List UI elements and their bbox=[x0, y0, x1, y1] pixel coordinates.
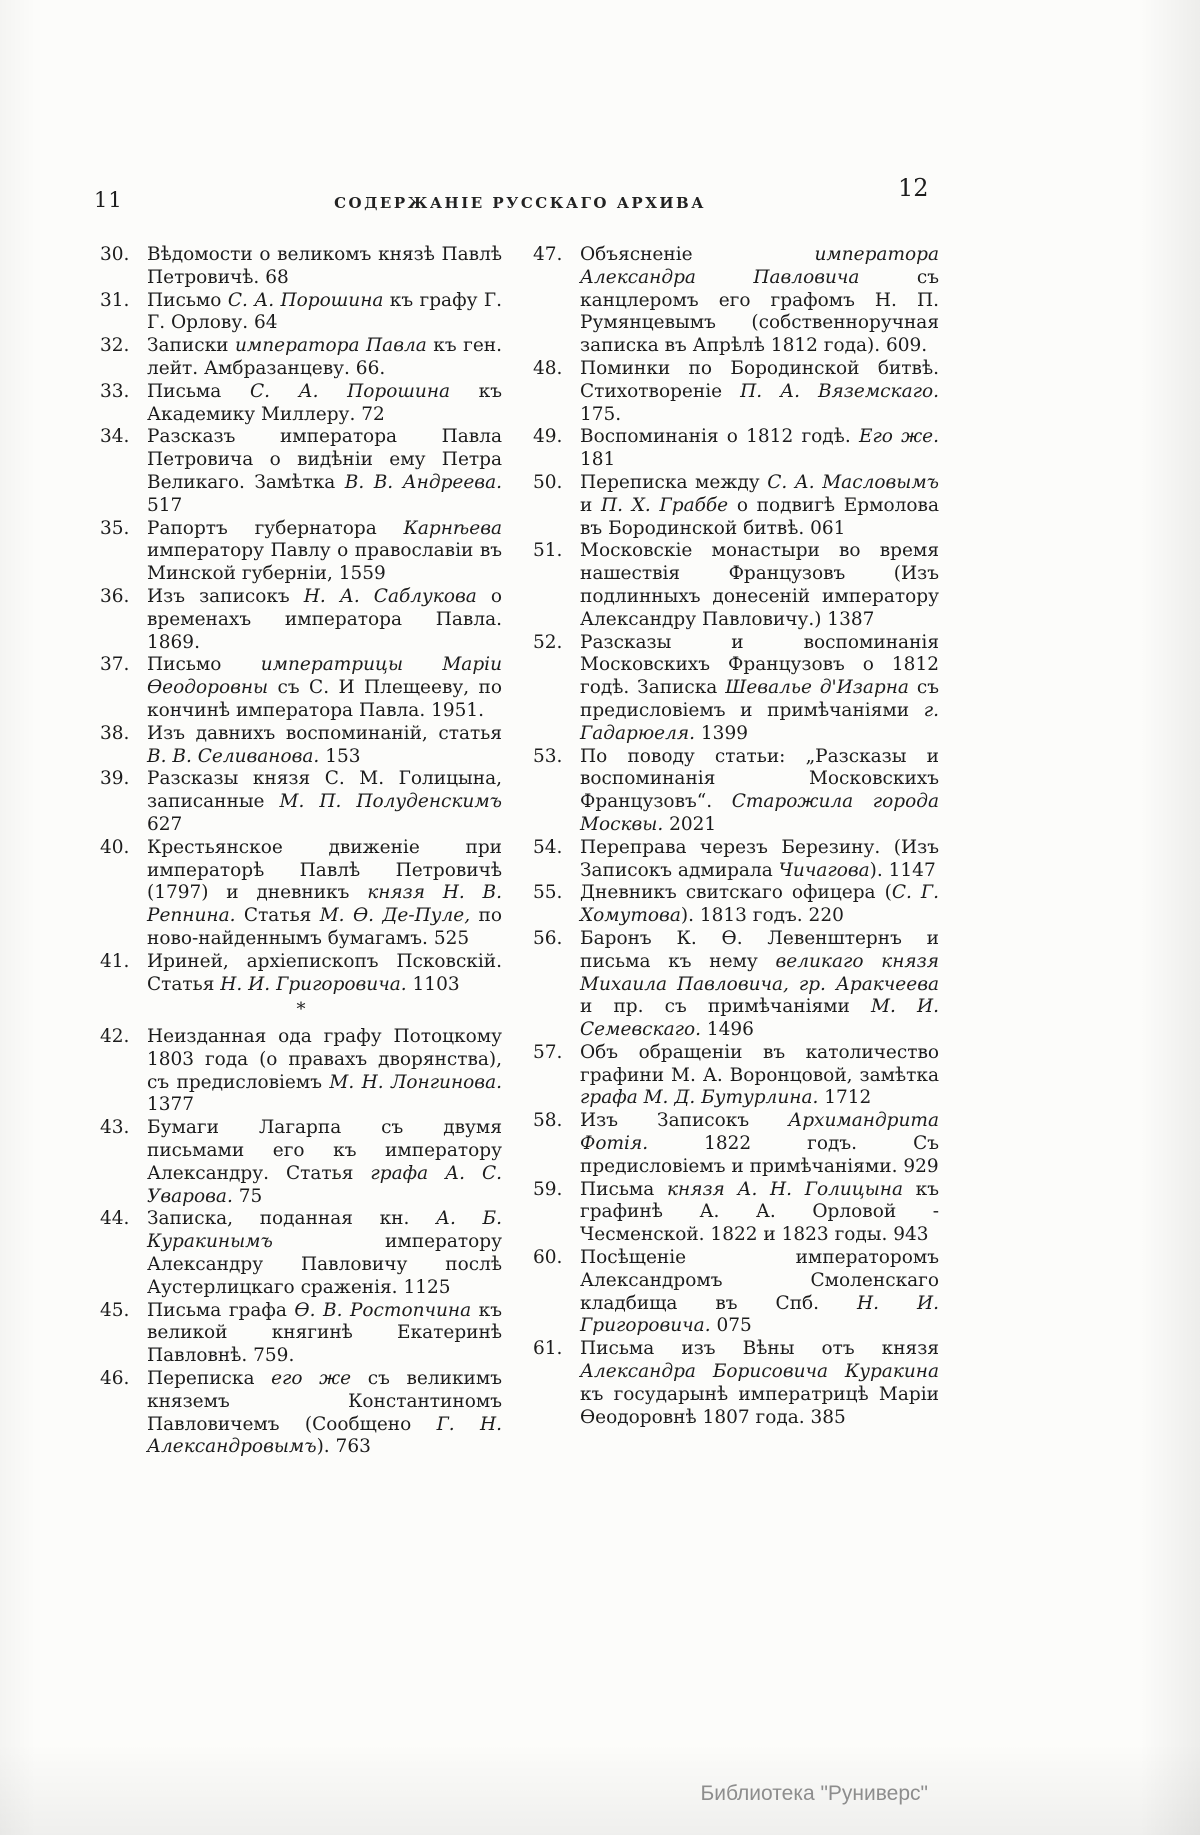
entry-text-italic: А. Б. Куракинымъ bbox=[147, 1208, 503, 1253]
toc-entry bbox=[100, 586, 502, 654]
entry-number: 59. bbox=[533, 1178, 563, 1200]
entry-text: 1377 bbox=[147, 1094, 195, 1116]
entry-text: по ново-найденнымъ бумагамъ. 525 bbox=[147, 905, 502, 949]
entry-number: 34. bbox=[100, 426, 130, 448]
toc-entry bbox=[533, 837, 939, 883]
entry-text-italic: князя Н. В. Репнина. bbox=[147, 882, 502, 927]
entry-text: Письма изъ Вѣны отъ князя bbox=[580, 1338, 939, 1360]
toc-entry bbox=[533, 1338, 939, 1429]
entry-text: 1399 bbox=[695, 722, 748, 744]
entry-text: Письма bbox=[580, 1178, 667, 1200]
entry-text-italic: П. Х. Граббе bbox=[601, 494, 729, 516]
entry-text: и bbox=[580, 494, 602, 516]
toc-entry bbox=[100, 290, 502, 336]
toc-column-right bbox=[533, 244, 939, 1429]
entry-text: къ Академику Миллеру. 72 bbox=[147, 380, 503, 425]
entry-text: Письма графа bbox=[147, 1299, 295, 1321]
entry-text: къ графинѣ А. А. Орловой - Чесменской. 1822 и 1823 годы. 943 bbox=[580, 1178, 940, 1246]
entry-text: Объ обращеніи въ католичество графини М. А. Воронцовой, замѣтка bbox=[580, 1041, 939, 1086]
toc-entry bbox=[533, 472, 939, 540]
entry-text: 175. bbox=[580, 403, 622, 425]
toc-entry bbox=[100, 723, 502, 769]
entry-text: Письмо bbox=[147, 654, 261, 676]
entry-number: 60. bbox=[533, 1247, 563, 1269]
section-separator: * bbox=[296, 999, 306, 1021]
entry-number: 42. bbox=[100, 1026, 130, 1048]
entry-number: 57. bbox=[533, 1041, 563, 1063]
library-watermark: Библиотека "Руниверс" bbox=[700, 1782, 928, 1805]
entry-number: 45. bbox=[100, 1299, 130, 1321]
entry-text: Разсказы князя С. М. Голицына, записанные bbox=[147, 768, 502, 813]
entry-text: Переправа черезъ Березину. (Изъ Записокъ адмирала bbox=[580, 836, 939, 881]
toc-entry bbox=[533, 632, 939, 746]
entry-text: 1822 годъ. Съ предисловіемъ и примѣчаніями. 929 bbox=[580, 1133, 939, 1177]
toc-entry bbox=[533, 1247, 939, 1338]
entry-text: къ графу Г. Г. Орлову. 64 bbox=[147, 289, 502, 334]
entry-text-italic: В. В. Андреева. bbox=[344, 471, 502, 493]
entry-text: 075 bbox=[710, 1315, 752, 1337]
entry-text: о подвигѣ Ермолова въ Бородинской битвѣ. 061 bbox=[580, 494, 939, 539]
entry-text: къ великой княгинѣ Екатеринѣ Павловнѣ. 759. bbox=[147, 1299, 503, 1367]
entry-text: ). 1813 годъ. 220 bbox=[680, 905, 844, 927]
entry-text: Посѣщеніе императоромъ Александромъ Смоленскаго кладбища въ Спб. bbox=[580, 1247, 939, 1314]
entry-text-italic: Архимандрита Фотія. bbox=[580, 1110, 939, 1155]
entry-text: Московскіе монастыри во время нашествія Французовъ (Изъ подлинныхъ донесеній императору Александру Павловичу.) 1387 bbox=[580, 540, 939, 630]
entry-text: Письмо bbox=[147, 289, 228, 311]
entry-text-italic: императора Александра Павловича bbox=[580, 244, 939, 288]
entry-text: Записки bbox=[147, 335, 235, 357]
entry-number: 50. bbox=[533, 471, 563, 493]
entry-text-italic: С. Г. Хомутова bbox=[580, 882, 939, 927]
entry-number: 37. bbox=[100, 654, 130, 676]
toc-entry bbox=[100, 335, 502, 381]
toc-entry bbox=[533, 1179, 939, 1247]
entry-text: 153 bbox=[319, 745, 361, 767]
toc-entry bbox=[100, 518, 502, 586]
entry-number: 46. bbox=[100, 1368, 130, 1390]
entry-text-italic: Н. А. Саблукова bbox=[303, 585, 477, 607]
entry-text: съ канцлеромъ его графомъ Н. П. Румянцевымъ (собственноручная записка въ Апрѣлѣ 1812 года). 609. bbox=[580, 266, 939, 357]
entry-number: 35. bbox=[100, 517, 130, 539]
entry-number: 31. bbox=[100, 289, 130, 311]
entry-text: Разсказъ императора Павла Петровича о видѣніи ему Петра Великаго. Замѣтка bbox=[147, 426, 502, 493]
toc-entry bbox=[533, 746, 939, 837]
toc-entry bbox=[533, 928, 939, 1042]
entry-number: 49. bbox=[533, 426, 563, 448]
toc-column-left bbox=[100, 244, 502, 1459]
entry-text-italic: Александра Борисовича Куракина bbox=[580, 1361, 939, 1383]
entry-text-italic: Карнѣева bbox=[403, 517, 502, 539]
entry-text: Изъ давнихъ воспоминаній, статья bbox=[147, 722, 502, 744]
entry-text: Записка, поданная кн. bbox=[147, 1208, 436, 1230]
toc-entry bbox=[533, 1042, 939, 1110]
entry-number: 51. bbox=[533, 540, 563, 562]
entry-number: 47. bbox=[533, 244, 563, 265]
entry-number: 44. bbox=[100, 1208, 130, 1230]
entry-number: 58. bbox=[533, 1110, 563, 1132]
toc-entry bbox=[533, 244, 939, 358]
entry-text: Ириней, архіепископъ Псковскій. Статья bbox=[147, 950, 502, 995]
entry-number: 36. bbox=[100, 585, 130, 607]
entry-text: съ великимъ княземъ Константиномъ Павловичемъ (Сообщено bbox=[147, 1368, 502, 1435]
entry-text: Вѣдомости о великомъ князѣ Павлѣ Петровичѣ. 68 bbox=[147, 244, 502, 288]
entry-text-italic: Н. И. Григоровича. bbox=[580, 1292, 939, 1337]
entry-text-italic: Старожила города Москвы. bbox=[580, 791, 939, 835]
entry-number: 55. bbox=[533, 882, 563, 904]
toc-entry bbox=[100, 837, 502, 951]
entry-text-italic: П. А. Вяземскаго. bbox=[740, 380, 939, 402]
entry-text: Переписка между bbox=[580, 471, 768, 493]
entry-number: 32. bbox=[100, 335, 130, 357]
entry-text-italic: М. Н. Лонгинова. bbox=[329, 1071, 502, 1093]
toc-entry bbox=[533, 540, 939, 631]
entry-number: 43. bbox=[100, 1117, 130, 1139]
toc-entry bbox=[100, 1300, 502, 1368]
entry-text: 75 bbox=[232, 1185, 263, 1207]
toc-entry bbox=[100, 1117, 502, 1208]
entry-text-italic: Шевалье д'Изарна bbox=[725, 677, 909, 699]
entry-text: Неизданная ода графу Потоцкому 1803 года (о правахъ дворянства), съ предисловіемъ bbox=[147, 1026, 502, 1093]
entry-text-italic: В. В. Селиванова. bbox=[147, 745, 320, 767]
entry-text: 1496 bbox=[700, 1019, 754, 1041]
entry-number: 53. bbox=[533, 745, 563, 767]
entry-text: Дневникъ свитскаго офицера ( bbox=[580, 882, 892, 904]
entry-text-italic: Ѳ. В. Ростопчина bbox=[294, 1299, 472, 1321]
toc-entry bbox=[533, 1110, 939, 1178]
toc-entry bbox=[100, 426, 502, 517]
entry-text: къ государынѣ императрицѣ Маріи Ѳеодоровнѣ 1807 года. 385 bbox=[580, 1383, 939, 1428]
entry-text-italic: Г. Н. Александровымъ bbox=[147, 1413, 503, 1458]
entry-text: 2021 bbox=[663, 813, 717, 835]
entry-number: 56. bbox=[533, 927, 563, 949]
entry-text: Поминки по Бородинской битвѣ. Стихотвореніе bbox=[580, 357, 939, 402]
entry-text: ). 1147 bbox=[869, 859, 936, 881]
entry-text: и пр. съ примѣчаніями bbox=[580, 996, 872, 1018]
entry-text-italic: М. Ѳ. Де-Пуле, bbox=[319, 905, 471, 927]
entry-text: Разсказы и воспоминанія Московскихъ Французовъ о 1812 годѣ. Записка bbox=[580, 631, 939, 699]
entry-text-italic: М. П. Полуденскимъ bbox=[279, 791, 502, 813]
entry-text: 1103 bbox=[406, 973, 460, 995]
toc-entry bbox=[100, 381, 502, 427]
toc-entry bbox=[100, 654, 502, 722]
entry-text-italic: великаго князя Михаила Павловича, гр. Аракчеева bbox=[580, 950, 939, 995]
toc-entry bbox=[100, 1368, 502, 1459]
entry-text-italic: Чичагова bbox=[778, 859, 870, 881]
entry-text: 181 bbox=[580, 449, 616, 471]
toc-entry bbox=[533, 882, 939, 928]
entry-number: 52. bbox=[533, 631, 563, 653]
entry-text: Крестьянское движеніе при императорѣ Павлѣ Петровичѣ (1797) и дневникъ bbox=[147, 836, 502, 904]
entry-number: 61. bbox=[533, 1338, 563, 1360]
entry-text: къ ген. лейт. Амбразанцеву. 66. bbox=[147, 335, 502, 379]
entry-text: 627 bbox=[147, 813, 183, 835]
entry-text: Объясненіе bbox=[580, 244, 815, 265]
entry-text: о временахъ императора Павла. 1869. bbox=[147, 585, 502, 653]
entry-number: 48. bbox=[533, 357, 563, 379]
entry-text: Изъ записокъ bbox=[147, 585, 304, 607]
toc-entry bbox=[100, 244, 502, 290]
entry-text-italic: графа М. Д. Бутурлина. bbox=[580, 1087, 819, 1109]
entry-text: Воспоминанія о 1812 годѣ. bbox=[580, 426, 859, 448]
toc-entry bbox=[100, 951, 502, 997]
entry-text-italic: М. И. Семевскаго. bbox=[580, 996, 939, 1041]
toc-entry bbox=[100, 768, 502, 836]
entry-text: Изъ Записокъ bbox=[580, 1110, 789, 1132]
entry-number: 38. bbox=[100, 722, 130, 744]
entry-number: 33. bbox=[100, 380, 130, 402]
entry-text: съ предисловіемъ и примѣчаніями bbox=[580, 677, 939, 721]
entry-text: Переписка bbox=[147, 1368, 272, 1390]
entry-text: ). 763 bbox=[316, 1436, 371, 1458]
entry-number: 54. bbox=[533, 836, 563, 858]
entry-text: По поводу статьи: „Разсказы и воспоминанія Московскихъ Французовъ“. bbox=[580, 745, 939, 813]
entry-text: императору Александру Павловичу послѣ Аустерлицкаго сраженія. 1125 bbox=[147, 1231, 502, 1298]
entry-text-italic: императора Павла bbox=[234, 335, 427, 357]
entry-text-italic: С. А. Порошина bbox=[249, 380, 451, 402]
entry-text-italic: г. Гадарюеля. bbox=[580, 699, 939, 744]
entry-text: Бумаги Лагарпа съ двумя письмами его къ императору Александру. Статья bbox=[147, 1117, 502, 1184]
entry-text-italic: С. А. Порошина bbox=[227, 289, 384, 311]
entry-text: Статья bbox=[235, 905, 320, 927]
entry-text: 517 bbox=[147, 494, 183, 516]
entry-text-italic: императрицы Маріи Ѳеодоровны bbox=[147, 654, 503, 699]
entry-text-italic: графа А. С. Уварова. bbox=[147, 1162, 503, 1207]
running-title: СОДЕРЖАНІЕ РУССКАГО АРХИВА bbox=[334, 194, 706, 212]
entry-number: 41. bbox=[100, 950, 130, 972]
toc-entry bbox=[533, 426, 939, 472]
entry-text-italic: Его же. bbox=[858, 426, 940, 448]
entry-number: 39. bbox=[100, 768, 130, 790]
entry-text-italic: С. А. Масловымъ bbox=[767, 471, 939, 493]
toc-entry bbox=[100, 1208, 502, 1299]
page-number-right: 12 bbox=[898, 174, 929, 202]
entry-number: 30. bbox=[100, 244, 130, 265]
entry-text: Баронъ К. Ѳ. Левенштернъ и письма къ нему bbox=[580, 927, 939, 972]
entry-text-italic: Н. И. Григоровича. bbox=[220, 973, 407, 995]
entry-text-italic: князя А. Н. Голицына bbox=[666, 1178, 903, 1200]
entry-text-italic: его же bbox=[271, 1368, 352, 1390]
toc-entry bbox=[533, 358, 939, 426]
entry-text: Рапортъ губернатора bbox=[147, 517, 404, 539]
toc-entry bbox=[100, 1026, 502, 1117]
entry-text: 1712 bbox=[818, 1087, 872, 1109]
entry-text: съ С. И Плещееву, по кончинѣ императора Павла. 1951. bbox=[147, 677, 502, 721]
entry-text: Письма bbox=[147, 380, 250, 402]
entry-number: 40. bbox=[100, 836, 130, 858]
entry-text: императору Павлу о православіи въ Минской губерніи, 1559 bbox=[147, 540, 502, 585]
page-number-left: 11 bbox=[94, 188, 123, 212]
